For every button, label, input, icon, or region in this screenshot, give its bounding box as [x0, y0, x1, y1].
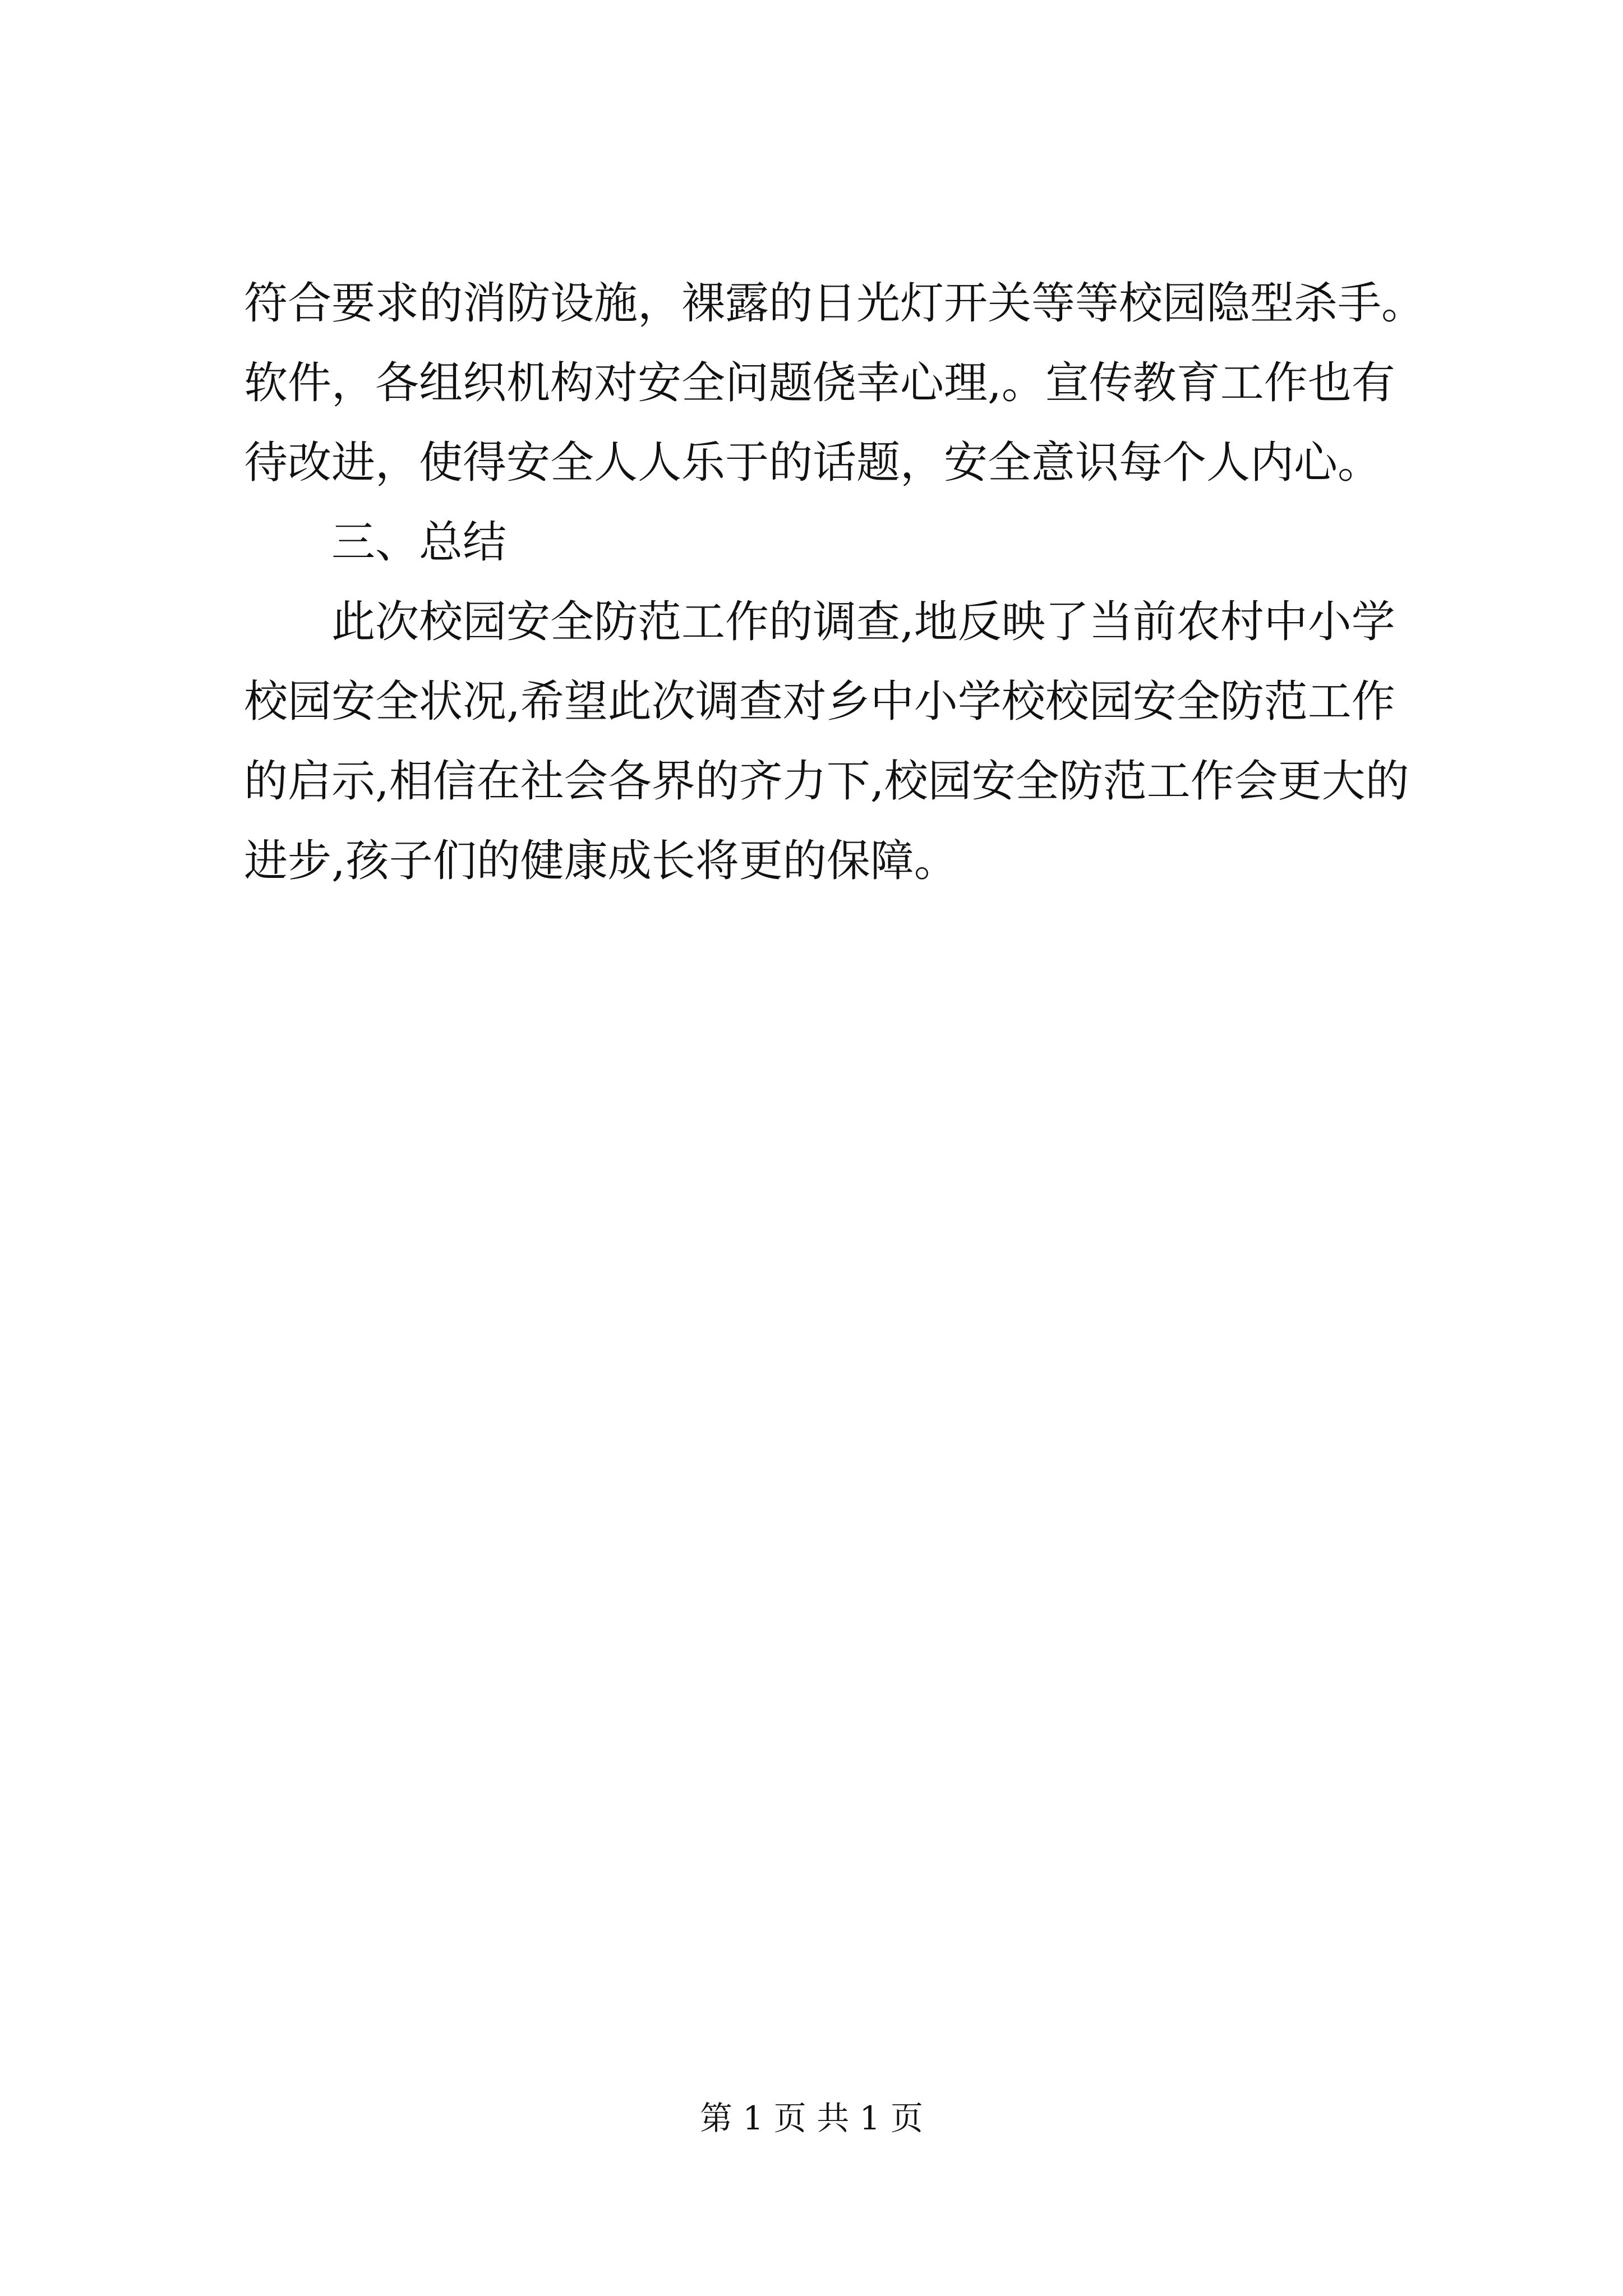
document-body [244, 264, 1430, 901]
paragraph-summary: 此次校园安全防范工作的调查,地反映了当前农村中小学校园安全状况,希望此次调查对乡中小学校校园安全防范工作的启示,相信在社会各界的齐力下,校园安全防范工作会更大的进步,孩子们的健康成长将更的保障。 [244, 597, 1409, 886]
paragraph-fire-safety: 符合要求的消防设施，裸露的日光灯开关等等校园隐型杀手。软件，各组织机构对安全问题侥幸心理,。宣传教育工作也有待改进，使得安全人人乐于的话题，安全意识每个人内心。 [244, 278, 1426, 488]
section-heading-summary: 三、总结 [331, 517, 507, 568]
page-footer: 第 1 页 共 1 页 [700, 2099, 923, 2137]
